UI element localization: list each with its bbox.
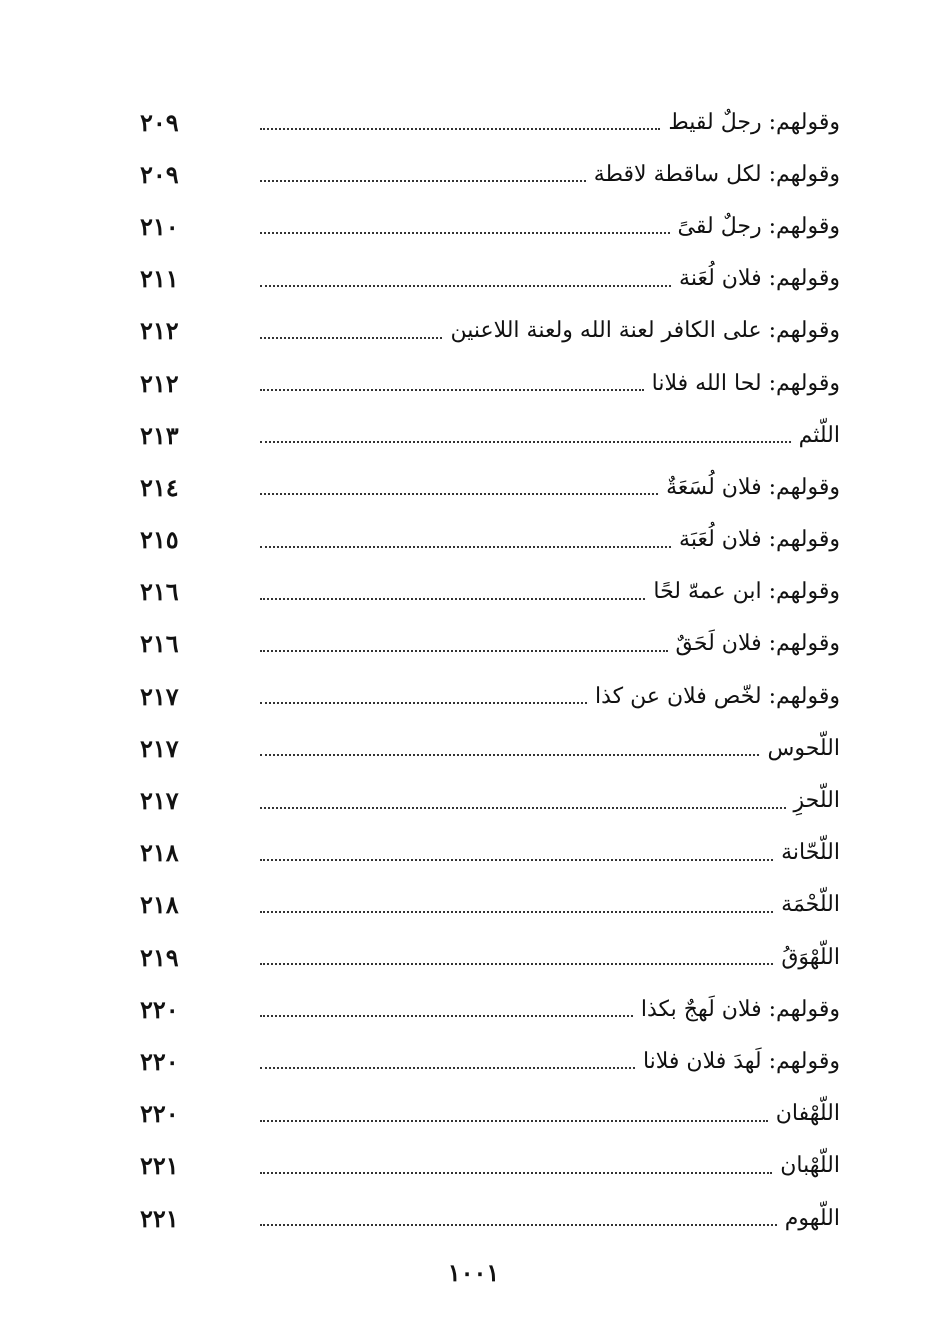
toc-entry-page-number: ٢١١ (140, 264, 179, 294)
toc-entry (140, 200, 840, 252)
dotted-leader (260, 232, 670, 234)
dotted-leader (260, 807, 786, 809)
toc-entry (140, 253, 840, 305)
toc-entry-title: اللّثم (798, 422, 840, 448)
dotted-leader (260, 493, 658, 495)
toc-entry-title: اللّهْفان (775, 1101, 840, 1127)
toc-entry-title: وقولهم: رجلٌ لقيط (668, 109, 840, 135)
dotted-leader (260, 1120, 768, 1122)
toc-entry (140, 566, 840, 618)
toc-entry-page-number: ٢١٢ (140, 316, 179, 346)
toc-entry-page-number: ٢١٨ (140, 890, 179, 920)
toc-entry (140, 305, 840, 357)
toc-entry-title: اللّهْوَقُ (781, 944, 840, 970)
dotted-leader (260, 650, 668, 652)
toc-entry (140, 879, 840, 931)
toc-entry (140, 461, 840, 513)
toc-entry-page-number: ٢١٧ (140, 786, 179, 816)
dotted-leader (260, 911, 773, 913)
toc-entry-page-number: ٢١٧ (140, 681, 179, 711)
toc-entry-page-number: ٢١٤ (140, 472, 179, 502)
toc-entry-title: وقولهم: فلان لُسَعَةٌ (666, 474, 840, 500)
table-of-contents (140, 96, 840, 1244)
toc-entry (140, 357, 840, 409)
toc-entry-page-number: ٢٢٠ (140, 1046, 179, 1076)
dotted-leader (260, 441, 791, 443)
toc-entry (140, 618, 840, 670)
toc-entry-page-number: ٢٢٠ (140, 994, 179, 1024)
toc-entry (140, 1192, 840, 1244)
toc-entry-title: اللّهْبان (780, 1153, 840, 1179)
toc-entry-title: اللّحّانة (781, 840, 840, 866)
toc-entry-title: اللّهوم (784, 1205, 840, 1231)
dotted-leader (260, 546, 671, 548)
dotted-leader (260, 754, 759, 756)
toc-entry (140, 96, 840, 148)
toc-entry-page-number: ٢١٣ (140, 420, 179, 450)
dotted-leader (260, 389, 644, 391)
toc-entry-page-number: ٢١٢ (140, 368, 179, 398)
toc-entry-title: وقولهم: فلان لُعَبَة (679, 527, 840, 553)
toc-entry-page-number: ٢١٨ (140, 838, 179, 868)
toc-entry (140, 409, 840, 461)
toc-entry-page-number: ٢٢١ (140, 1151, 179, 1181)
dotted-leader (260, 285, 671, 287)
dotted-leader (260, 702, 587, 704)
toc-entry-title: وقولهم: ابن عمهّ لحًا (653, 579, 840, 605)
toc-entry-title: وقولهم: على الكافر لعنة الله ولعنة اللاعنين (450, 318, 840, 344)
toc-entry-title: وقولهم: فلان لُعَنة (679, 266, 840, 292)
toc-entry (140, 514, 840, 566)
toc-entry-page-number: ٢٢١ (140, 1203, 179, 1233)
toc-entry-page-number: ٢١٦ (140, 629, 179, 659)
dotted-leader (260, 1015, 633, 1017)
toc-entry-title: وقولهم: لَهدَ فلان فلانا (642, 1048, 840, 1074)
toc-entry-page-number: ٢١٦ (140, 577, 179, 607)
toc-entry (140, 1035, 840, 1087)
dotted-leader (260, 963, 773, 965)
toc-entry (140, 1140, 840, 1192)
toc-entry-title: وقولهم: فلان لَحَقٌ (675, 631, 840, 657)
toc-entry (140, 827, 840, 879)
toc-entry-title: وقولهم: لخّص فلان عن كذا (594, 683, 840, 709)
toc-entry-title: وقولهم: لكل ساقطة لاقطة (593, 161, 840, 187)
dotted-leader (260, 128, 660, 130)
toc-entry (140, 722, 840, 774)
toc-entry-title: اللّحوس (767, 735, 840, 761)
toc-entry-title: وقولهم: رجلٌ لقىً (677, 213, 840, 239)
dotted-leader (260, 1224, 777, 1226)
toc-entry-title: وقولهم: لحا الله فلانا (651, 370, 840, 396)
toc-entry-page-number: ٢١٥ (140, 525, 179, 555)
toc-entry-title: اللّحزِ (793, 788, 840, 814)
toc-entry-title: اللّحْمَة (781, 892, 840, 918)
toc-entry-page-number: ٢٠٩ (140, 159, 179, 189)
dotted-leader (260, 598, 645, 600)
toc-entry (140, 148, 840, 200)
toc-entry (140, 1088, 840, 1140)
toc-entry-page-number: ٢١٠ (140, 211, 179, 241)
dotted-leader (260, 337, 442, 339)
toc-entry-page-number: ٢٠٩ (140, 107, 179, 137)
dotted-leader (260, 859, 773, 861)
toc-entry-page-number: ٢٢٠ (140, 1099, 179, 1129)
toc-entry-title: وقولهم: فلان لَهجٌ بكذا (640, 996, 840, 1022)
toc-entry (140, 774, 840, 826)
dotted-leader (260, 180, 586, 182)
toc-entry-page-number: ٢١٩ (140, 942, 179, 972)
toc-entry (140, 670, 840, 722)
toc-entry (140, 931, 840, 983)
toc-entry (140, 983, 840, 1035)
dotted-leader (260, 1067, 635, 1069)
dotted-leader (260, 1172, 772, 1174)
page-number-footer: ١٠٠١ (447, 1258, 500, 1287)
toc-entry-page-number: ٢١٧ (140, 733, 179, 763)
